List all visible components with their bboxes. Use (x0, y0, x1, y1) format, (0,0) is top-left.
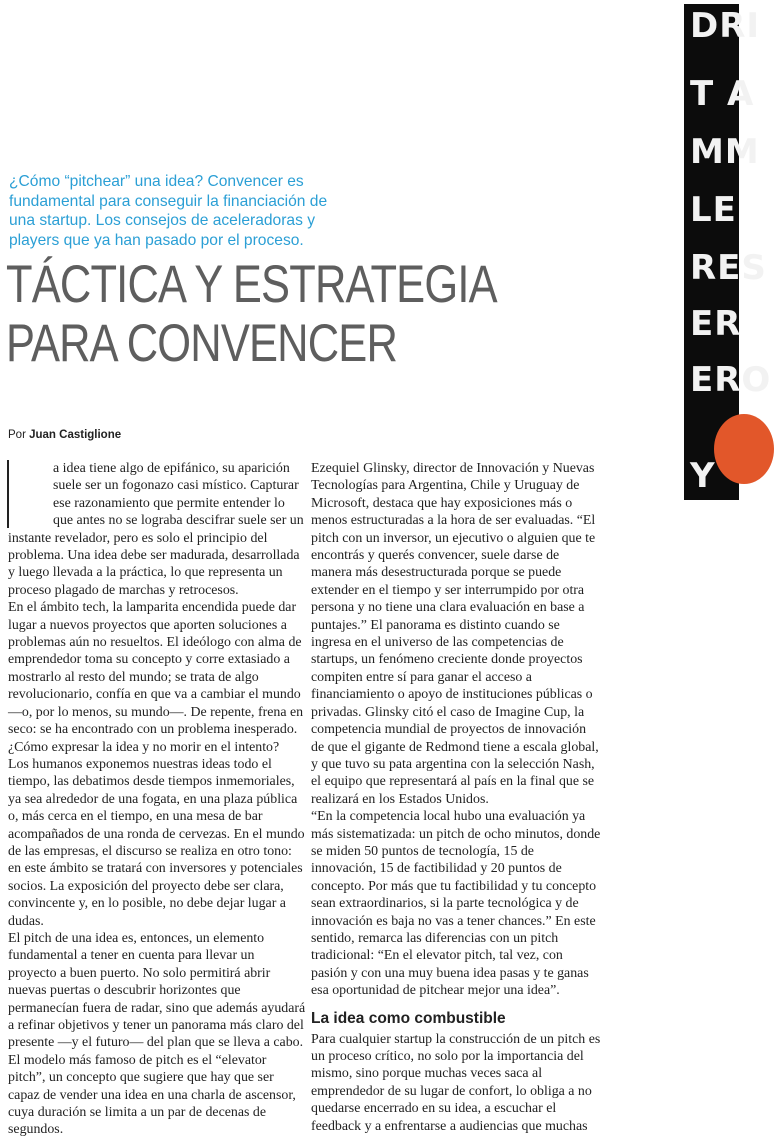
chalk-text: DRI (690, 6, 761, 46)
orange-object (714, 414, 774, 484)
paragraph: Para cualquier startup la construcción de un pitch es un proceso crítico, no solo por la importancia del mismo, sino porque muchas veces saca al emprendedor de su lugar de confort, lo obliga a no quedarse encerrado en su idea, a escuchar el feedback y a enfrentarse a audiencias que muchas (311, 1031, 601, 1134)
chalk-text: ER (690, 304, 742, 344)
chalk-text: MM (690, 132, 760, 172)
paragraph: “En la competencia local hubo una evaluación ya más sistematizada: un pitch de ocho minutos, donde se miden 50 puntos de tecnología, 15 de innovación, 15 de factibilidad y 20 puntos de concepto. Por más que tu factibilidad y tu concepto sean extraordinarios, si la parte tecnológica y de innovación es baja no vas a tener chances.” En este sentido, remarca las diferencias con un pitch tradicional: “En el elevator pitch, tal vez, con pasión y con una muy buena idea pasas y te ganas esa oportunidad de pitchear mejor una idea”. (311, 809, 601, 999)
byline (8, 429, 121, 441)
paragraph: El modelo más famoso de pitch es el “elevator pitch”, un concepto que sugiere que hay que ser capaz de vender una idea en una charla de ascensor, cuya duración se limita a un par de decenas de segundos. (8, 1052, 296, 1138)
byline-prefix: Por (8, 429, 26, 441)
paragraph: El pitch de una idea es, entonces, un elemento fundamental a tener en cuenta para llevar un proyecto a buen puerto. No solo permitirá abrir nuevas puertas o descubrir horizontes que permanecían fuera de radar, sino que además ayudará a refinar objetivos y tener un panorama más claro del presente —y el futuro— del plan que se lleva a cabo. (8, 930, 306, 1051)
chalk-text: T A (690, 74, 755, 114)
chalkboard-photo (684, 4, 772, 500)
section-subhead: La idea como combustible (311, 1009, 506, 1027)
author-name: Juan Castiglione (29, 429, 122, 441)
chalk-text: LE (690, 190, 737, 230)
chalk-text: Y (690, 456, 716, 496)
paragraph: Ezequiel Glinsky, director de Innovación y Nuevas Tecnologías para Argentina, Chile y Uruguay de Microsoft, destaca que hay exposiciones más o menos estructuradas a la hora de ser evaluadas. “El pitch con un inversor, un ejecutivo o alguien que te encontrás y querés convencer, suele darse de manera más desestructurada porque se puede extender en el tiempo y ser interrumpido por otra persona y no tiene una clara evaluación en base a puntajes.” El panorama es distinto cuando se ingresa en el universo de las competencias de startups, un fenómeno creciente donde proyectos compiten entre sí para ganar el acceso a financiamiento o apoyo de instituciones públicas o privadas. Glinsky citó el caso de Imagine Cup, la competencia mundial de proyectos de innovación de que el gigante de Redmond tiene a escala global, y que tuvo su pata argentina con la selección Nash, el equipo que representará al país en la final que se realizará en los Estados Unidos. (311, 461, 599, 807)
headline-line-2: PARA CONVENCER (6, 314, 398, 373)
paragraph: Los humanos exponemos nuestras ideas todo el tiempo, las debatimos desde tiempos inmemoriales, ya sea alrededor de una fogata, en una plaza pública o, más cerca en el tiempo, en una mesa de bar acompañados de una ronda de cervezas. En el mundo de las empresas, el discurso se realiza en otro tono: en este ámbito se tratará con inversores y potenciales socios. La exposición del proyecto debe ser clara, convincente y, en lo posible, no debe dejar lugar a dudas. (8, 756, 305, 929)
body-column-1 (8, 460, 306, 1139)
article-headline (6, 255, 497, 373)
paragraph: a idea tiene algo de epifánico, su aparición suele ser un fogonazo casi místico. Capturar ese razonamiento que permite entender lo que antes no se lograba descifrar suele ser un instante revelador, pero es solo el principio del problema. Una idea debe ser madurada, desarrollada y luego llevada a la práctica, lo que representa un proceso plagado de marchas y retrocesos. (8, 461, 304, 598)
chalk-text: RES (690, 248, 767, 288)
headline-line-1: TÁCTICA Y ESTRATEGIA (6, 255, 497, 314)
drop-cap (7, 460, 43, 528)
article-dek: ¿Cómo “pitchear” una idea? Convencer es fundamental para conseguir la financiación de una startup. Los consejos de aceleradoras y players que ya han pasado por el proceso. (9, 173, 328, 249)
body-column-2 (311, 460, 601, 1135)
chalk-text: ERO (690, 360, 772, 400)
paragraph: En el ámbito tech, la lamparita encendida puede dar lugar a nuevos proyectos que aporten soluciones a problemas aún no resueltos. El ideólogo con alma de emprendedor toma su concepto y corre extasiado a mostrarlo al resto del mundo; se trata de algo revolucionario, confía en que va a cambiar el mundo —o, por lo menos, su mundo—. De repente, frena en seco: se ha encontrado con un problema inesperado. ¿Cómo expresar la idea y no morir en el intento? (8, 600, 304, 755)
